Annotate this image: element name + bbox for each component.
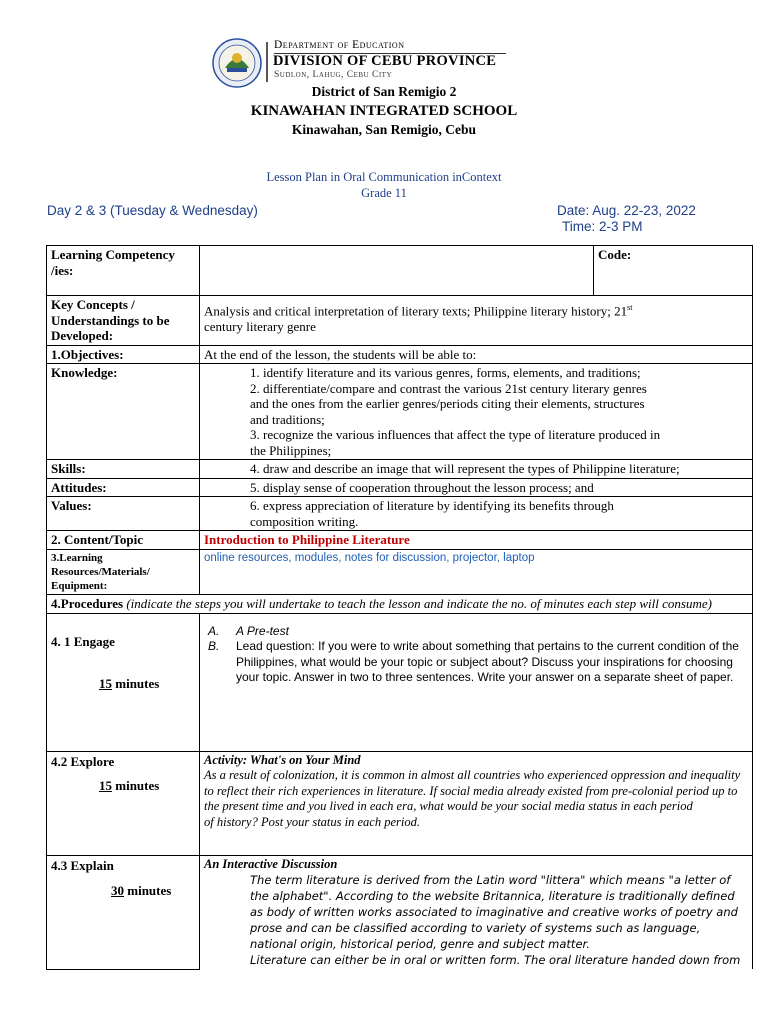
key-concepts-value bbox=[200, 296, 753, 346]
attitudes-row bbox=[47, 478, 753, 497]
engage-item-a bbox=[208, 624, 748, 640]
engage-minutes: 15 bbox=[99, 676, 112, 691]
explore-text2: of history? Post your status in each period. bbox=[204, 814, 420, 829]
objectives-value: At the end of the lesson, the students will be able to: bbox=[200, 345, 753, 364]
knowledge-row bbox=[47, 364, 753, 460]
engage-b-text: Lead question: If you were to write about something that pertains to the current condition of the Philippines, what would be your topic or subject about? Discuss your inspirations for choosing your topic. Answer in two to three sentences. Write your answer on a separate sheet of paper. bbox=[236, 639, 739, 684]
letterhead-divider bbox=[266, 42, 268, 82]
procedures-note: (indicate the steps you will undertake to teach the lesson and indicate the no. of minutes each step will consume) bbox=[126, 595, 712, 611]
seal-icon bbox=[212, 38, 262, 88]
content-label: 2. Content/Topic bbox=[47, 531, 200, 550]
engage-row bbox=[47, 613, 753, 751]
explain-minutes-word: minutes bbox=[124, 883, 172, 898]
knowledge-item-3b: the Philippines; bbox=[250, 442, 332, 458]
content-topic: Introduction to Philippine Literature bbox=[200, 531, 753, 550]
department-name: Department of Education bbox=[274, 39, 405, 51]
explain-time bbox=[51, 883, 195, 899]
competency-value bbox=[200, 246, 594, 296]
division-name: DIVISION OF CEBU PROVINCE bbox=[273, 53, 497, 69]
competency-row bbox=[47, 246, 753, 296]
plan-title: Lesson Plan in Oral Communication inContext bbox=[266, 170, 502, 184]
competency-label: Learning Competency /ies: bbox=[47, 246, 200, 296]
school-name: KINAWAHAN INTEGRATED SCHOOL bbox=[250, 103, 518, 119]
division-address: Sudlon, Lahug, Cebu City bbox=[274, 70, 393, 80]
engage-time bbox=[51, 676, 195, 692]
engage-b-letter: B. bbox=[208, 639, 220, 653]
plan-day: Day 2 & 3 (Tuesday & Wednesday) bbox=[47, 203, 258, 218]
explain-row bbox=[47, 855, 753, 969]
resources-value: online resources, modules, notes for discussion, projector, laptop bbox=[200, 549, 753, 594]
skills-text: 4. draw and describe an image that will represent the types of Philippine literature; bbox=[250, 461, 680, 476]
objectives-label: 1.Objectives: bbox=[47, 345, 200, 364]
explore-minutes: 15 bbox=[99, 778, 112, 793]
explore-minutes-word: minutes bbox=[112, 778, 160, 793]
procedures-label: 4.Procedures bbox=[51, 595, 124, 611]
engage-item-b bbox=[208, 639, 748, 686]
engage-content bbox=[200, 613, 753, 751]
knowledge-label: Knowledge: bbox=[47, 364, 200, 460]
explore-label: 4.2 Explore bbox=[51, 753, 115, 769]
key-concepts-text: Analysis and critical interpretation of literary texts; Philippine literary history; 21 bbox=[204, 303, 628, 319]
plan-grade: Grade 11 bbox=[361, 186, 407, 200]
procedures-row bbox=[47, 594, 753, 613]
resources-label: 3.Learning Resources/Materials/ Equipment: bbox=[47, 549, 200, 594]
engage-label-cell bbox=[47, 613, 200, 751]
key-concepts-label: Key Concepts / Understandings to be Developed: bbox=[47, 296, 200, 346]
attitudes-text: 5. display sense of cooperation throughout the lesson process; and bbox=[250, 479, 594, 495]
deped-seal bbox=[212, 38, 262, 88]
key-concepts-sup: st bbox=[627, 303, 633, 312]
values-text-a: 6. express appreciation of literature by identifying its benefits through bbox=[250, 498, 614, 513]
lesson-plan-table bbox=[46, 245, 753, 970]
skills-value bbox=[200, 460, 753, 479]
engage-label: 4. 1 Engage bbox=[51, 633, 115, 649]
explore-content bbox=[200, 751, 753, 855]
knowledge-value bbox=[200, 364, 753, 460]
explain-minutes: 30 bbox=[111, 883, 124, 898]
knowledge-item-2c: and traditions; bbox=[250, 411, 325, 427]
explore-label-cell bbox=[47, 751, 200, 855]
key-concepts-row bbox=[47, 296, 753, 346]
skills-row bbox=[47, 460, 753, 479]
attitudes-label: Attitudes: bbox=[47, 478, 200, 497]
values-row bbox=[47, 497, 753, 531]
explore-row bbox=[47, 751, 753, 855]
knowledge-item-1: 1. identify literature and its various genres, forms, elements, and traditions; bbox=[250, 365, 641, 380]
engage-minutes-word: minutes bbox=[112, 676, 160, 691]
values-text-b: composition writing. bbox=[250, 513, 359, 529]
values-value bbox=[200, 497, 753, 531]
plan-time: Time: 2-3 PM bbox=[562, 219, 643, 234]
plan-date: Date: Aug. 22-23, 2022 bbox=[557, 203, 696, 218]
explore-text: As a result of colonization, it is common in almost all countries who experienced oppression and inequality to reflect their rich experiences in literature. If social media already existed from pre-colonial period up to the present time and you lived in each era, what would be your social media status in each period bbox=[204, 768, 741, 813]
knowledge-item-2a: 2. differentiate/compare and contrast the various 21st century literary genres bbox=[250, 380, 647, 396]
resources-row bbox=[47, 549, 753, 594]
school-location: Kinawahan, San Remigio, Cebu bbox=[291, 122, 477, 137]
engage-a-text: A Pre-test bbox=[236, 623, 289, 638]
procedures-cell bbox=[47, 594, 753, 613]
values-label: Values: bbox=[47, 497, 200, 531]
explain-content bbox=[200, 855, 753, 969]
key-concepts-text2: century literary genre bbox=[204, 318, 316, 334]
explore-title: Activity: What's on Your Mind bbox=[204, 752, 361, 767]
explain-text: The term literature is derived from the Latin word "littera" which means "a letter of the alphabet". According to the website Britannica, literature is traditionally defined as body of written works associated to imaginative and creative works of poetry and prose and can be classified according to variety of systems such as language, national origin, historical period, genre and subject matter. bbox=[250, 873, 738, 951]
district-name: District of San Remigio 2 bbox=[311, 84, 457, 99]
knowledge-item-3a: 3. recognize the various influences that affect the type of literature produced in bbox=[250, 427, 661, 442]
explain-label: 4.3 Explain bbox=[51, 857, 114, 873]
objectives-row bbox=[47, 345, 753, 364]
explain-text2: Literature can either be in oral or written form. The oral literature handed down from bbox=[250, 953, 741, 967]
explain-title: An Interactive Discussion bbox=[204, 856, 338, 871]
code-label: Code: bbox=[594, 246, 753, 296]
engage-a-letter: A. bbox=[208, 623, 220, 638]
explore-time bbox=[51, 778, 195, 794]
knowledge-item-2b: and the ones from the earlier genres/periods citing their elements, structures bbox=[250, 396, 645, 411]
explain-label-cell bbox=[47, 855, 200, 969]
content-row bbox=[47, 531, 753, 550]
skills-label: Skills: bbox=[47, 460, 200, 479]
attitudes-value bbox=[200, 478, 753, 497]
